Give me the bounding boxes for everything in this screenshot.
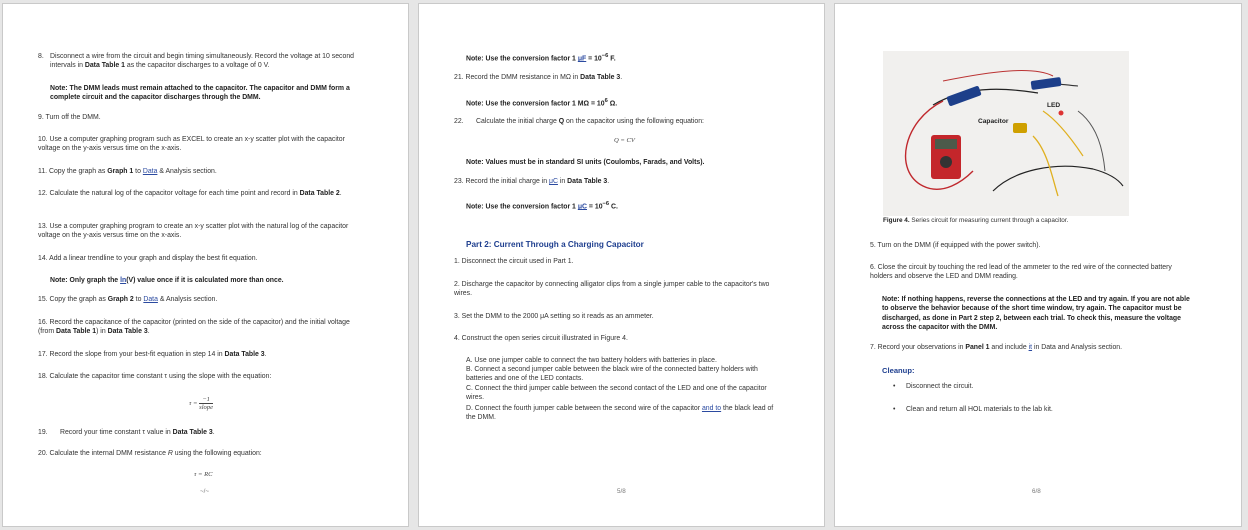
step-12-text: 12. Calculate the natural log of the capacitor voltage for each time point and record in Data Table 2. <box>38 190 342 197</box>
step-18-text: 18. Calculate the capacitor time constant τ using the slope with the equation: <box>38 373 272 380</box>
cleanup-item-2: Clean and return all HOL materials to the lab kit. <box>906 406 1053 413</box>
step-5-text: 5. Turn on the DMM (if equipped with the power switch). <box>870 242 1041 249</box>
capacitor-label: Capacitor <box>978 118 1009 125</box>
step-15-text: 15. Copy the graph as Graph 2 to Data & Analysis section. <box>38 296 218 303</box>
step-20-text: 20. Calculate the internal DMM resistance R using the following equation: <box>38 450 262 457</box>
step-22-number: 22. <box>454 118 464 125</box>
charge-equation: Q = CV <box>614 137 635 144</box>
circuit-photo-drawing <box>883 51 1129 216</box>
step-7-text: 7. Record your observations in Panel 1 and include it in Data and Analysis section. <box>870 344 1123 351</box>
circuit-photo <box>883 51 1129 216</box>
document-page-1 <box>2 3 409 527</box>
part2-step-1: 1. Disconnect the circuit used in Part 1. <box>454 258 574 265</box>
page-number: 5/8 <box>617 488 626 495</box>
step-8-number: 8. <box>38 53 44 60</box>
cleanup-heading: Cleanup: <box>882 366 915 375</box>
step-19-text: Record your time constant τ value in Data Table 3. <box>60 429 215 436</box>
time-constant-equation: τ = $\frac{-1}{\text{slope}}$ <box>189 396 214 411</box>
step-9-text: 9. Turn off the DMM. <box>38 114 101 121</box>
step-6-text: 6. Close the circuit by touching the red lead of the ammeter to the red wire of the connected battery holders and observe the LED and DMM reading. <box>870 264 1172 281</box>
part2-step-3: 3. Set the DMM to the 2000 μA setting so it reads as an ammeter. <box>454 313 654 320</box>
page-number: 6/8 <box>1032 488 1041 495</box>
step-21-text: 21. Record the DMM resistance in MΩ in Data Table 3. <box>454 74 623 81</box>
page-number: ~/~ <box>200 488 210 495</box>
part2-substep-a: A. Use one jumper cable to connect the two battery holders with batteries in place. <box>466 357 717 364</box>
step-22-text: Calculate the initial charge Q on the capacitor using the following equation: <box>476 118 704 125</box>
step-13-text: 13. Use a computer graphing program to create an x-y scatter plot with the natural log of the capacitor voltage on the y-axis versus time on the x-axis. <box>38 223 349 240</box>
si-units-note: Note: Values must be in standard SI units (Coulombs, Farads, and Volts). <box>466 159 705 166</box>
data-link[interactable]: Data <box>142 168 158 175</box>
step-19-number: 19. <box>38 429 48 436</box>
part2-substep-c: C. Connect the third jumper cable between the second contact of the LED and one of the capacitor wires. <box>466 385 767 402</box>
step-8-text: Disconnect a wire from the circuit and begin timing simultaneously. Record the voltage at 10 second intervals in Data Table 1 as the capacitor discharges to a voltage of 0 V. <box>50 53 354 70</box>
bullet-dot: • <box>893 406 896 413</box>
part2-substep-d: D. Connect the fourth jumper cable between the second wire of the capacitor and to the black lead of the DMM. <box>466 405 774 422</box>
data-link[interactable]: Data <box>143 296 158 303</box>
figure-4-caption: Figure 4. Series circuit for measuring current through a capacitor. <box>883 217 1069 224</box>
resistance-equation: τ = RC <box>194 471 213 478</box>
part-2-heading: Part 2: Current Through a Charging Capacitor <box>466 240 644 249</box>
step-16-text: 16. Record the capacitance of the capacitor (printed on the side of the capacitor) and the initial voltage (from Data Table 1) in Data Table 3. <box>38 319 350 336</box>
step-10-text: 10. Use a computer graphing program such as EXCEL to create an x-y scatter plot with the capacitor voltage on the y-axis versus time on the x-axis. <box>38 136 345 153</box>
conversion-note-uf: Note: Use the conversion factor 1 $\mu F = 10^{-6}$ F. <box>466 53 616 63</box>
cleanup-item-1: Disconnect the circuit. <box>906 383 974 390</box>
bullet-dot: • <box>893 383 896 390</box>
part2-step-4: 4. Construct the open series circuit illustrated in Figure 4. <box>454 335 628 342</box>
step-8-note: Note: The DMM leads must remain attached to the capacitor. The capacitor and DMM form a complete circuit and the capacitor discharges through the DMM. <box>50 85 350 102</box>
conversion-note-mohm: Note: Use the conversion factor 1 $M\Omega = 10^6$ Ω. <box>466 98 618 108</box>
step-14-note: Note: Only graph the ln(V) value once if it is calculated more than once. <box>50 277 284 284</box>
led-label: LED <box>1047 102 1061 109</box>
document-page-3 <box>834 3 1242 527</box>
part2-step-2: 2. Discharge the capacitor by connecting alligator clips from a single jumper cable to the capacitor's two wires. <box>454 281 770 298</box>
document-page-2 <box>418 3 825 527</box>
step-23-text: 23. Record the initial charge in μC in Data Table 3. <box>454 178 610 185</box>
troubleshoot-note: Note: If nothing happens, reverse the connections at the LED and try again. If you are not able to observe the behavior because of the short time window, try again. The capacitor must be discharged, as done in Part 2 step 2, between each trial. To check this, measure the voltage across the capacitor with the DMM. <box>882 296 1190 332</box>
step-17-text: 17. Record the slope from your best-fit equation in step 14 in Data Table 3. <box>38 351 267 358</box>
step-14-text: 14. Add a linear trendline to your graph and display the best fit equation. <box>38 255 258 262</box>
conversion-note-uc: Note: Use the conversion factor 1 $\mu C = 10^{-6}$ C. <box>466 201 618 211</box>
part2-substep-b: B. Connect a second jumper cable between the black wire of the connected battery holders with batteries and one of the LED contacts. <box>466 366 758 383</box>
step-11-text: 11. Copy the graph as Graph 1 to Data & Analysis section. <box>38 168 217 175</box>
